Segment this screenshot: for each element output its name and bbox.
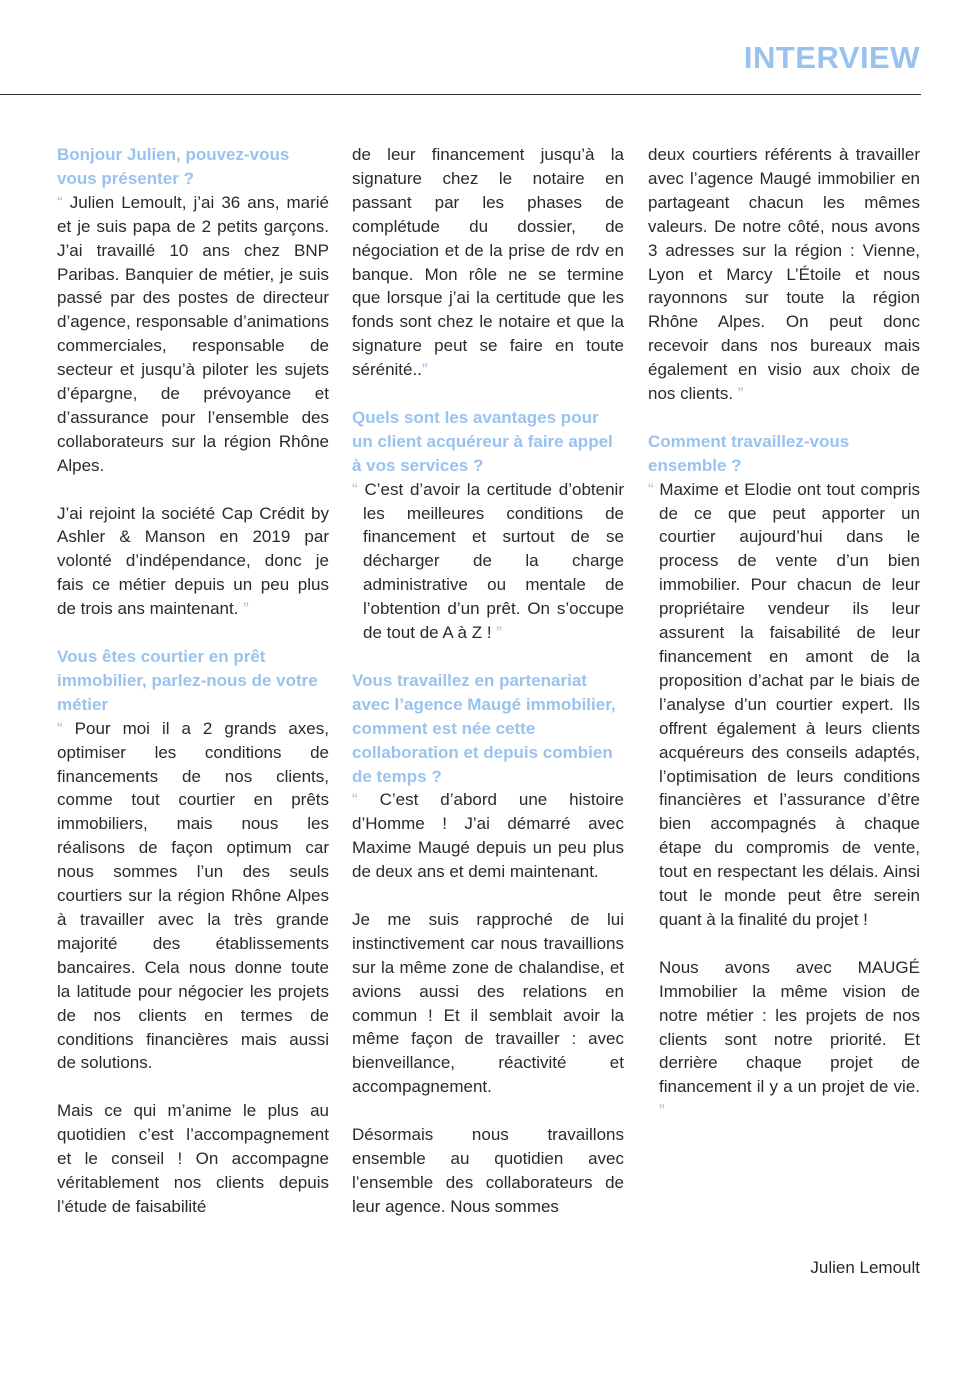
column-3 [648,143,920,1123]
close-quote-mark: ” [496,623,502,643]
answer-4-paragraph-1 [352,788,624,884]
answer-4-paragraph-3: Désormais nous travaillons ensemble au quotidien avec l’ensemble des collaborateurs de leur agence. Nous sommes [352,1125,624,1216]
question-1: Bonjour Julien, pouvez-vous vous présenter ? [57,145,290,188]
close-quote-mark: ” [737,384,744,404]
answer-4-text-3-continued: deux courtiers référents à travailler avec l’agence Maugé immobilier en partageant chacun les mêmes valeurs. De notre côté, nous avons 3 adresses sur la région : Vienne, Lyon et Marcy L’Étoile et nous rayonnons sur toute la région Rhône Alpes. On peut donc recevoir dans nos bureaux mais également en visio aux choix de nos clients. [648,145,920,404]
answer-4-text-1: C’est d’abord une histoire d’Homme ! J’ai démarré avec Maxime Maugé depuis un peu plus de deux ans et demi maintenant. [352,790,624,882]
header-divider [0,94,921,95]
answer-5-paragraph-2 [648,956,920,1123]
answer-2-paragraph-2-continued [352,143,624,382]
question-2: Vous êtes courtier en prêt immobilier, parlez-nous de votre métier [57,647,318,714]
answer-1-paragraph-1 [57,191,329,478]
answer-5-paragraph-1 [648,478,920,932]
answer-1-paragraph-2 [57,502,329,622]
answer-1-text-2: J’ai rejoint la société Cap Crédit by Ashler & Manson en 2019 par volonté d’indépendance, donc je fais ce métier depuis un peu plus de trois ans maintenant. [57,503,329,619]
column-2 [352,143,624,1219]
answer-3-text: C’est d’avoir la certitude d’obtenir les meilleures conditions de financement et surtout de se décharger de la charge administrative ou mentale de l’obtention d’un prêt. On s’occupe de tout de A à Z ! [357,479,624,643]
question-4: Vous travaillez en partenariat avec l’agence Maugé immobilier, comment est née cette collaboration et depuis combien de temps ? [352,670,616,786]
answer-2-paragraph-1 [57,717,329,1076]
close-quote-mark: ” [421,360,428,380]
answer-2-text-1: Pour moi il a 2 grands axes, optimiser les conditions de financements de nos clients, comme tout courtier en prêts immobiliers, mais nous les réalisons de façon optimum car nous sommes l’un des seuls courtiers sur la région Rhône Alpes à travailler avec la très grande majorité des établissements bancaires. Cela nous donne toute la latitude pour négocier les projets de nos clients en termes de conditions financières mais aussi de solutions. [57,718,329,1073]
answer-4-paragraph-3-continued [648,143,920,406]
answer-3 [352,478,624,645]
open-quote-mark: “ [57,718,63,738]
question-5: Comment travaillez-vous ensemble ? [648,431,850,475]
answer-5-text-1: Maxime et Elodie ont tout compris de ce que peut apporter un courtier aujourd’hui dans le process de vente d’un bien immobilier. Pour chacun de leur propriétaire vendeur ils leur assurent la faisabilité de leur financement en amont de la proposition d’achat par le biais de l’analyse d’un courtier expert. Ils offrent également à leurs clients acquéreurs des conseils adaptés, l’optimisation de leurs conditions financières et l’assurance d’être bien accompagnés à chaque étape du compromis de vente, tout en respectant les délais. Ainsi tout le monde peut être serein quant à la finalité du projet ! [653,479,920,929]
question-3: Quels sont les avantages pour un client acquéreur à faire appel à vos services ? [352,407,613,475]
answer-5-text-2: Nous avons avec MAUGÉ Immobilier la même vision de notre métier : les projets de nos clients sont notre priorité. Et derrière chaque projet de financement il y a un projet de vie. [659,957,920,1097]
open-quote-mark: “ [352,479,358,499]
open-quote-mark: “ [648,479,654,499]
open-quote-mark: “ [57,192,63,212]
answer-2-paragraph-2: Mais ce qui m’anime le plus au quotidien c’est l’accompagnement et le conseil ! On accompagne véritablement nos clients depuis l’étude de faisabilité [57,1101,329,1216]
column-1 [57,143,329,1219]
close-quote-mark: ” [659,1101,665,1121]
close-quote-mark: ” [243,599,249,619]
page-title: INTERVIEW [743,40,920,75]
answer-4-paragraph-2: Je me suis rapproché de lui instinctivement car nous travaillions sur la même zone de chalandise, et avions aussi des relations en commun ! Et il semblait avoir la même façon de travailler : avec bienveillance, réactivité et accompagnement. [352,909,624,1097]
answer-2-text-2-continued: de leur financement jusqu’à la signature chez le notaire en passant par les phases de complétude du dossier, de négociation et de la prise de rdv en banque. Mon rôle ne se termine que lorsque j’ai la certitude que les fonds sont chez le notaire et que la signature peut se faire en toute sérénité.. [352,145,624,380]
signature: Julien Lemoult [810,1258,920,1277]
open-quote-mark: “ [352,790,358,810]
answer-1-text-1: Julien Lemoult, j’ai 36 ans, marié et je suis papa de 2 petits garçons. J’ai travaillé 10 ans chez BNP Paribas. Banquier de métier, je suis passé par des postes de directeur d’agence, responsable d’animations commerciales, responsable de secteur et jusqu’à piloter les sujets d’épargne, de prévoyance et d’assurance pour l’ensemble des collaborateurs sur la région Rhône Alpes. [57,192,329,475]
